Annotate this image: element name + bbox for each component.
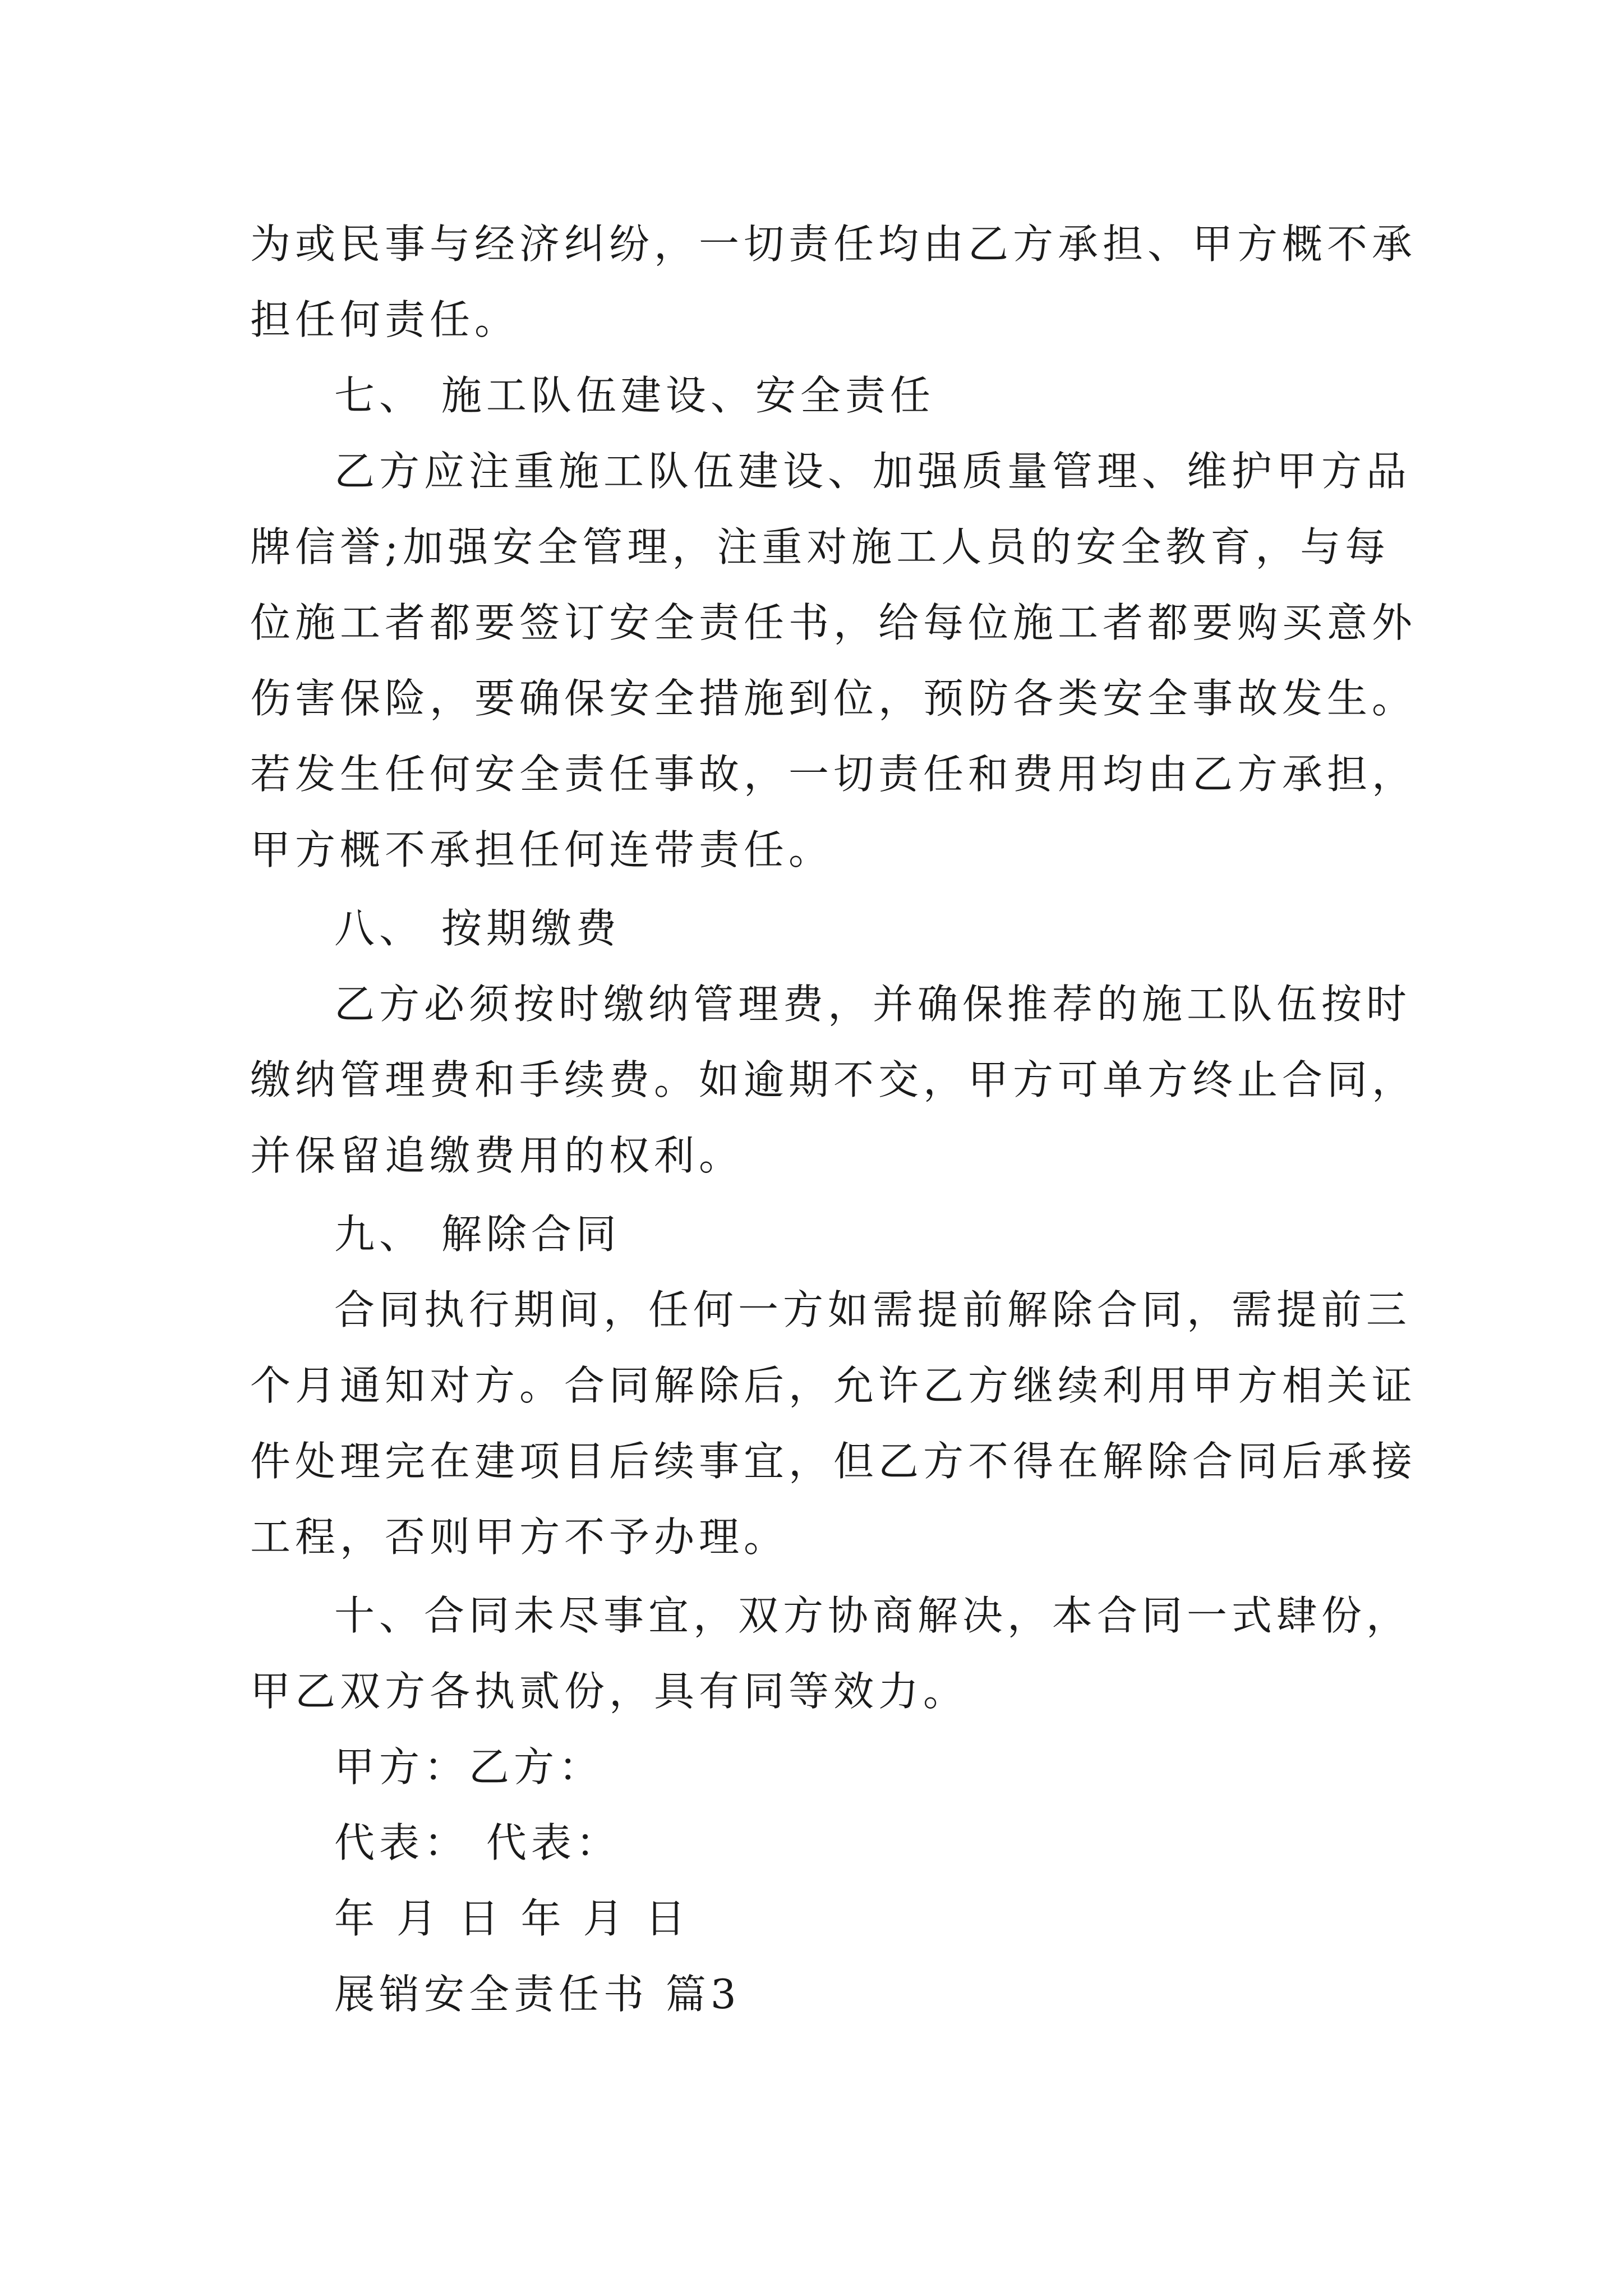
signature-representative-line: 代表： 代表： [334, 1819, 621, 1866]
section-heading-9: 九、 解除合同 [334, 1211, 621, 1258]
paragraph-line: 乙方应注重施工队伍建设、加强质量管理、维护甲方品 [334, 448, 1412, 495]
paragraph-line: 乙方必须按时缴纳管理费，并确保推荐的施工队伍按时 [334, 981, 1412, 1028]
paragraph-line: 为或民事与经济纠纷，一切责任均由乙方承担、甲方概不承 [250, 220, 1417, 268]
paragraph-line: 甲乙双方各执贰份，具有同等效力。 [250, 1668, 969, 1715]
paragraph-line: 牌信誉;加强安全管理，注重对施工人员的安全教育，与每 [250, 523, 1390, 570]
section-heading-7: 七、 施工队伍建设、安全责任 [334, 372, 935, 419]
paragraph-line: 并保留追缴费用的权利。 [250, 1132, 744, 1179]
next-section-title: 展销安全责任书 篇3 [334, 1971, 741, 2018]
signature-date-line: 年 月 日 年 月 日 [334, 1895, 690, 1942]
paragraph-line: 十、合同未尽事宜，双方协商解决，本合同一式肆份， [334, 1592, 1412, 1639]
paragraph-line: 合同执行期间，任何一方如需提前解除合同，需提前三 [334, 1286, 1412, 1333]
paragraph-line: 件处理完在建项目后续事宜，但乙方不得在解除合同后承接 [250, 1438, 1417, 1485]
paragraph-line: 担任何责任。 [250, 296, 520, 343]
section-heading-8: 八、 按期缴费 [334, 905, 621, 952]
paragraph-line: 若发生任何安全责任事故，一切责任和费用均由乙方承担， [250, 751, 1417, 798]
paragraph-line: 工程，否则甲方不予办理。 [250, 1513, 789, 1561]
paragraph-line: 伤害保险，要确保安全措施到位，预防各类安全事故发生。 [250, 675, 1417, 722]
paragraph-line: 个月通知对方。合同解除后，允许乙方继续利用甲方相关证 [250, 1362, 1417, 1409]
paragraph-line: 缴纳管理费和手续费。如逾期不交，甲方可单方终止合同， [250, 1056, 1417, 1103]
signature-party-line: 甲方：乙方： [334, 1743, 604, 1791]
paragraph-line: 位施工者都要签订安全责任书，给每位施工者都要购买意外 [250, 599, 1417, 646]
paragraph-line: 甲方概不承担任何连带责任。 [250, 826, 834, 873]
